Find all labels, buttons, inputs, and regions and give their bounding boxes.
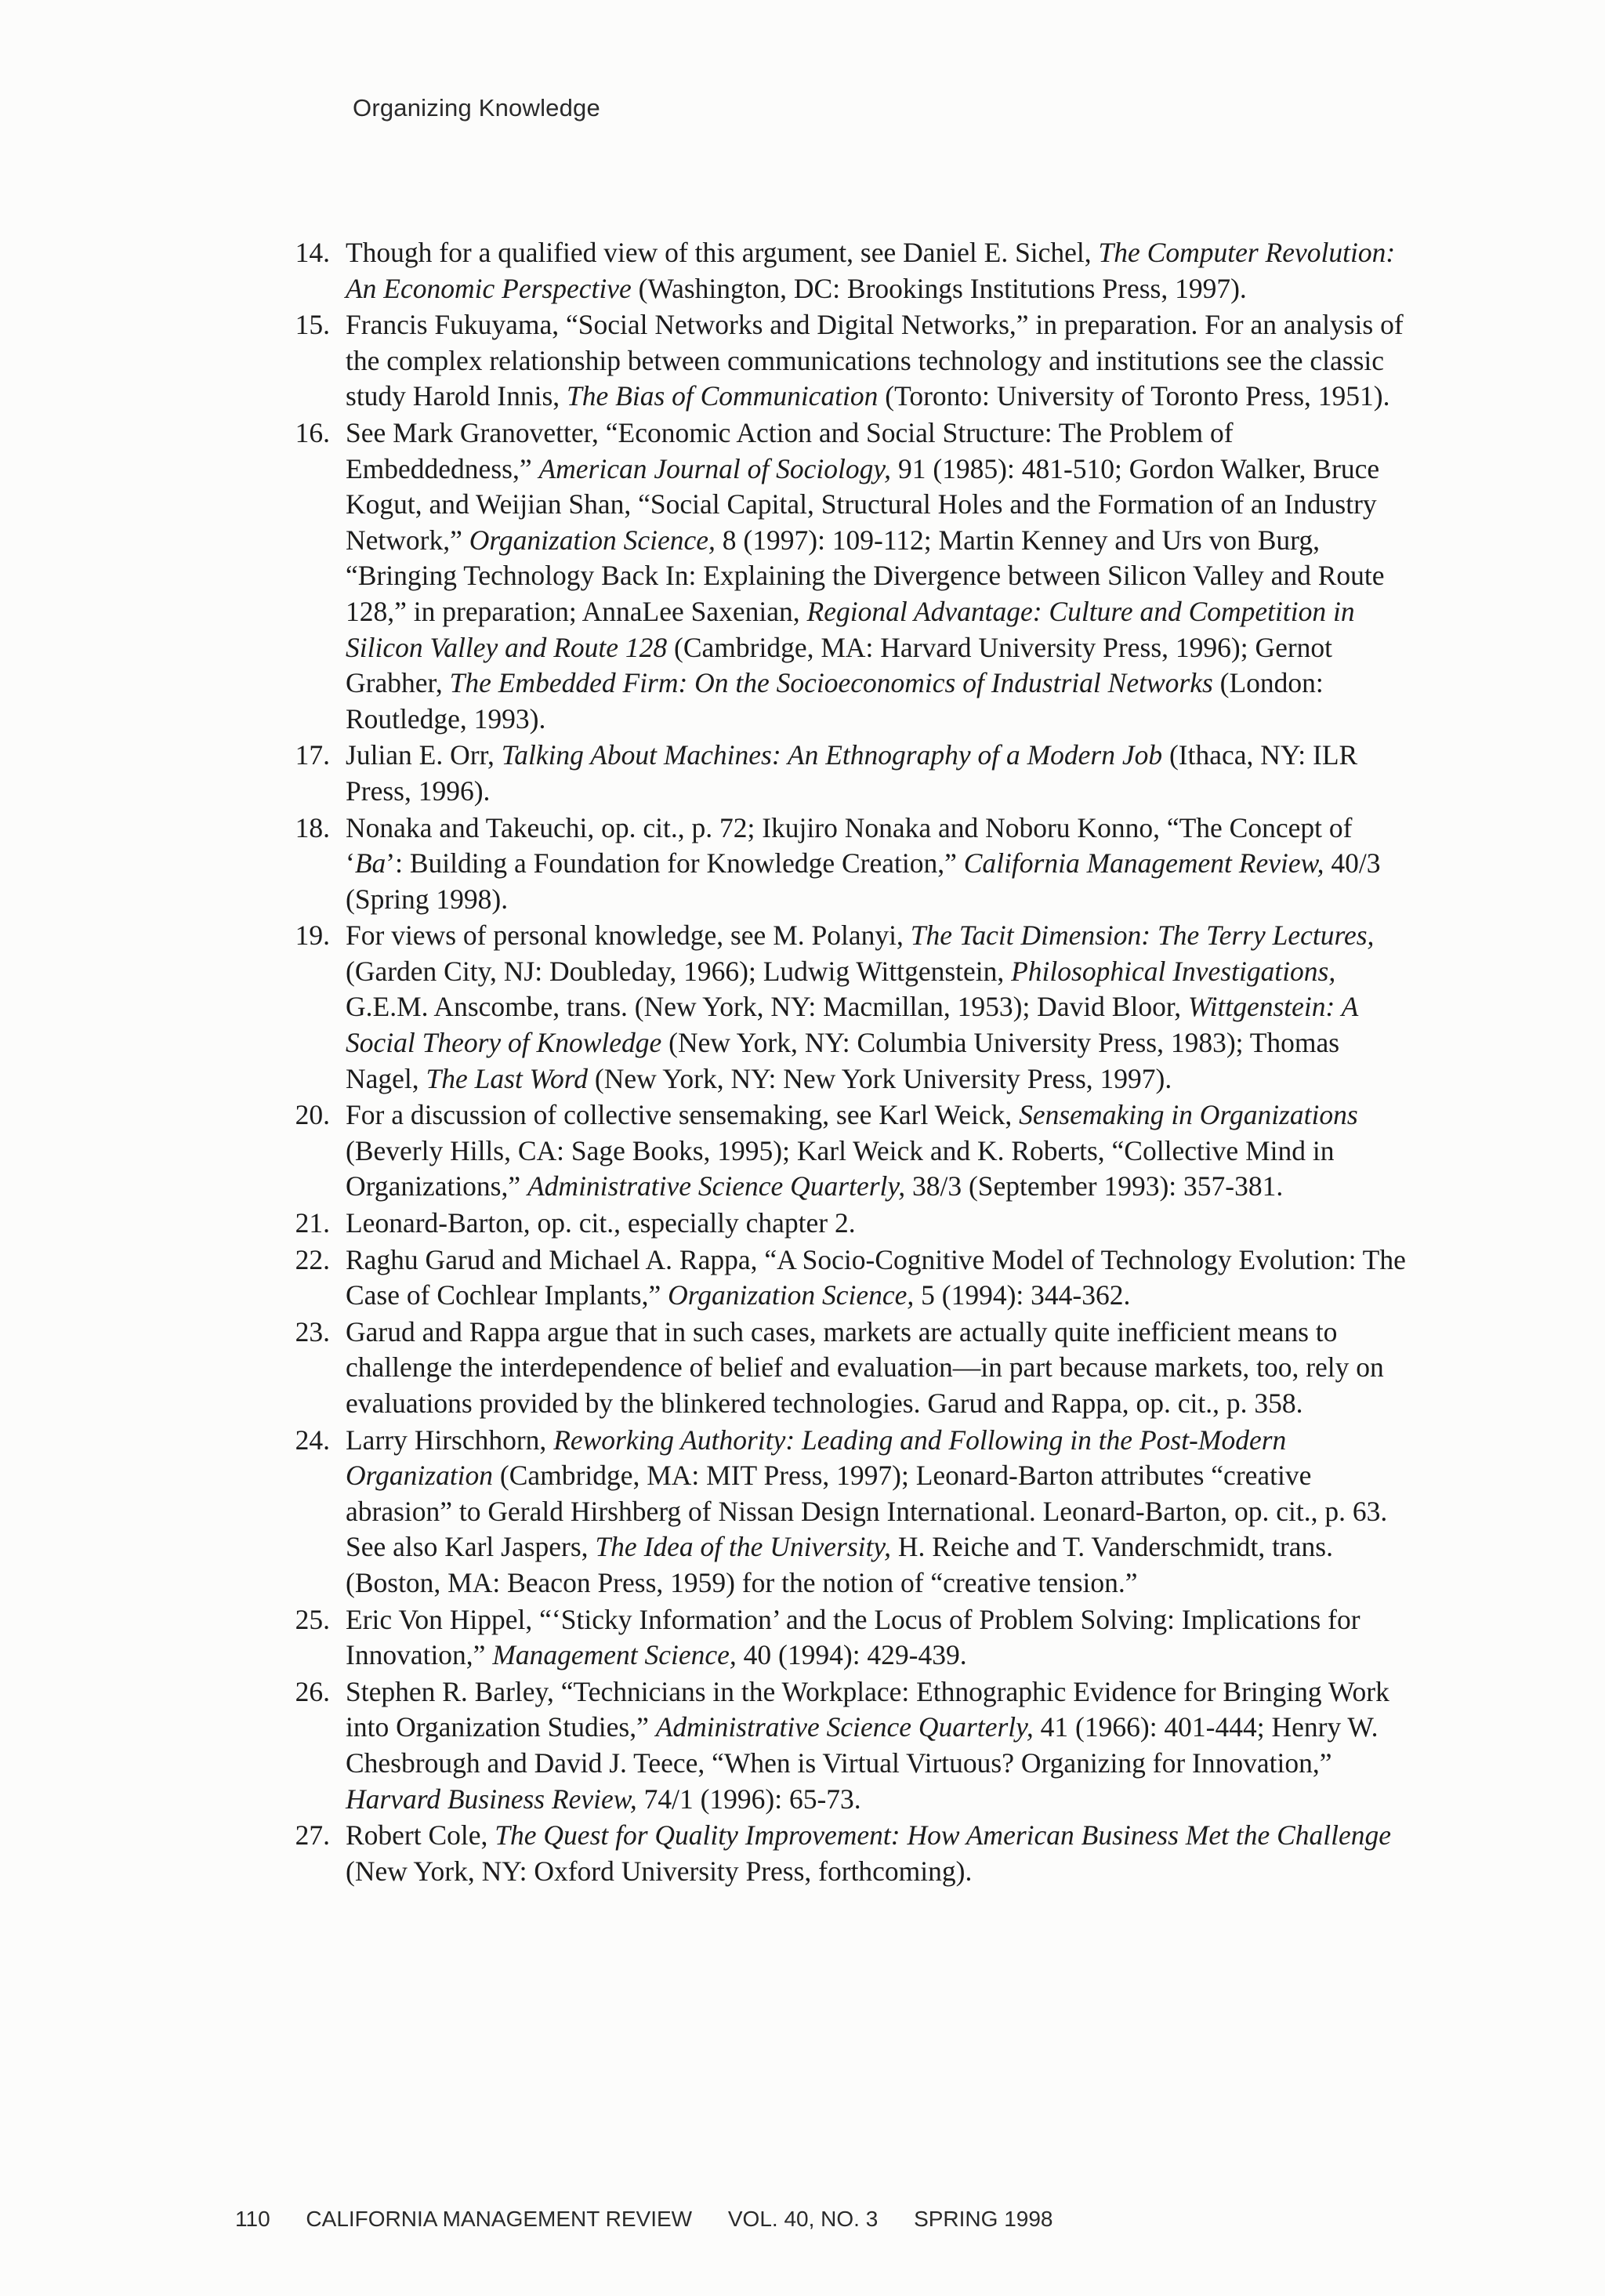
text-run: (New York, NY: Oxford University Press, forthcoming).: [346, 1855, 973, 1887]
page-footer: [235, 2207, 1083, 2232]
text-run: H. Reiche and T. Vanderschmidt, trans. (Boston, MA: Beacon Press, 1959) for the notion of “creative tension.”: [346, 1531, 1333, 1598]
italic-title: Talking About Machines: An Ethnography of a Modern Job: [501, 739, 1163, 771]
italic-title: Ba: [354, 847, 386, 880]
italic-title: Organization Science,: [668, 1279, 915, 1311]
italic-title: The Last Word: [426, 1062, 588, 1094]
text-run: (Garden City, NJ: Doubleday, 1966); Ludwig Wittgenstein,: [346, 955, 1012, 987]
endnote-number: 24.: [295, 1424, 330, 1456]
endnote-item: [278, 1206, 1407, 1242]
italic-title: Administrative Science Quarterly,: [527, 1170, 906, 1202]
endnote-item: [278, 1423, 1407, 1601]
text-run: (Cambridge, MA: MIT Press, 1997); Leonard-Barton attributes “creative abrasion” to Gerald Hirshberg of Nissan Design International. Leonard-Barton, op. cit., p. 63. See also Karl Jaspers,: [346, 1460, 1388, 1563]
text-run: Eric Von Hippel, “‘Sticky Information’ and the Locus of Problem Solving: Implications for Innovation,”: [346, 1603, 1360, 1671]
journal-title: CALIFORNIA MANAGEMENT REVIEW: [306, 2207, 693, 2231]
endnote-number: 18.: [295, 811, 330, 843]
endnote-number: 16.: [295, 416, 330, 448]
endnote-item: [278, 1818, 1407, 1889]
endnote-item: [278, 307, 1407, 415]
text-run: Stephen R. Barley, “Technicians in the Workplace: Ethnographic Evidence for Bringing Work into Organization Studies,”: [346, 1675, 1389, 1743]
text-run: (Ithaca, NY: ILR Press, 1996).: [346, 739, 1358, 807]
endnote-item: [278, 1242, 1407, 1314]
endnote-text: [346, 1316, 1384, 1419]
endnote-item: [278, 811, 1407, 918]
italic-title: California Management Review,: [963, 847, 1324, 880]
italic-title: The Embedded Firm: On the Socioeconomics of Industrial Networks: [449, 667, 1213, 699]
endnote-number: 22.: [295, 1243, 330, 1275]
endnote-number: 23.: [295, 1315, 330, 1347]
endnote-text: [346, 1099, 1358, 1202]
endnote-text: [346, 812, 1381, 915]
text-run: Leonard-Barton, op. cit., especially chapter 2.: [346, 1207, 856, 1239]
endnote-text: [346, 237, 1395, 304]
text-run: For views of personal knowledge, see M. Polanyi,: [346, 919, 911, 952]
text-run: Nonaka and Takeuchi, op. cit., p. 72; Ikujiro Nonaka and Noboru Konno, “The Concept of ‘: [346, 811, 1353, 880]
text-run: 40/3 (Spring 1998).: [346, 847, 1381, 915]
endnote-item: [278, 235, 1407, 306]
text-run: (Washington, DC: Brookings Institutions Press, 1997).: [631, 272, 1247, 304]
italic-title: Harvard Business Review,: [346, 1783, 637, 1815]
italic-title: The Tacit Dimension: The Terry Lectures,: [910, 919, 1375, 952]
text-run: 8 (1997): 109-112; Martin Kenney and Urs von Burg, “Bringing Technology Back In: Explaining the Divergence between Silicon Valley and Route 128,” in preparation; AnnaLee Saxenian,: [346, 524, 1385, 627]
endnote-number: 19.: [295, 919, 330, 952]
italic-title: The Bias of Communication: [567, 380, 879, 412]
italic-title: Regional Advantage: Culture and Competition in Silicon Valley and Route 128: [346, 595, 1355, 663]
endnote-item: [278, 1674, 1407, 1817]
italic-title: Philosophical Investigations,: [1011, 955, 1336, 987]
text-run: Though for a qualified view of this argument, see Daniel E. Sichel,: [346, 237, 1099, 268]
endnote-text: [346, 1604, 1360, 1671]
text-run: 41 (1966): 401-444; Henry W. Chesbrough and David J. Teece, “When is Virtual Virtuous? Organizing for Innovation,”: [346, 1711, 1379, 1779]
endnote-text: [346, 1676, 1389, 1815]
italic-title: The Idea of the University,: [595, 1531, 892, 1563]
italic-title: American Journal of Sociology,: [538, 452, 892, 484]
endnote-text: [346, 1424, 1387, 1598]
italic-title: Administrative Science Quarterly,: [655, 1711, 1034, 1743]
italic-title: Management Science,: [492, 1639, 737, 1671]
text-run: 91 (1985): 481-510; Gordon Walker, Bruce Kogut, and Weijian Shan, “Social Capital, Structural Holes and the Formation of an Industry Network,”: [346, 452, 1380, 556]
endnote-text: [346, 919, 1374, 1094]
text-run: 38/3 (September 1993): 357-381.: [905, 1170, 1284, 1202]
italic-title: Sensemaking in Organizations: [1019, 1099, 1358, 1131]
endnote-text: [346, 1207, 856, 1239]
italic-title: Reworking Authority: Leading and Following in the Post-Modern Organization: [346, 1424, 1287, 1492]
issue-date: SPRING 1998: [914, 2207, 1053, 2231]
text-run: For a discussion of collective sensemaking, see Karl Weick,: [346, 1099, 1020, 1131]
text-run: (London: Routledge, 1993).: [346, 667, 1324, 735]
endnote-text: [346, 1244, 1406, 1311]
text-run: (Cambridge, MA: Harvard University Press, 1996); Gernot Grabher,: [346, 631, 1333, 699]
endnote-item: [278, 1602, 1407, 1674]
endnote-number: 17.: [295, 739, 330, 771]
text-run: 40 (1994): 429-439.: [736, 1639, 967, 1671]
endnote-number: 15.: [295, 309, 330, 341]
text-run: Julian E. Orr,: [346, 739, 502, 771]
text-run: ’: Building a Foundation for Knowledge Creation,”: [386, 847, 964, 880]
text-run: (Beverly Hills, CA: Sage Books, 1995); Karl Weick and K. Roberts, “Collective Mind in Organizations,”: [346, 1134, 1335, 1202]
text-run: Robert Cole,: [346, 1819, 495, 1852]
endnote-number: 26.: [295, 1675, 330, 1707]
italic-title: Wittgenstein: A Social Theory of Knowledge: [346, 991, 1358, 1059]
text-run: Francis Fukuyama, “Social Networks and Digital Networks,” in preparation. For an analysis of the complex relationship between communications technology and institutions see the classic study Harold Innis,: [346, 309, 1404, 412]
endnote-item: [278, 918, 1407, 1097]
page-number: 110: [235, 2207, 270, 2231]
endnote-number: 25.: [295, 1603, 330, 1635]
endnote-text: [346, 739, 1357, 807]
text-run: See Mark Granovetter, “Economic Action and Social Structure: The Problem of Embeddedness,”: [346, 416, 1234, 484]
endnote-text: [346, 309, 1404, 412]
endnote-text: [346, 1819, 1391, 1887]
volume-number: VOL. 40, NO. 3: [727, 2207, 879, 2231]
endnote-number: 20.: [295, 1099, 330, 1131]
endnotes-list: [278, 235, 1407, 1890]
text-run: 5 (1994): 344-362.: [914, 1279, 1131, 1311]
italic-title: The Quest for Quality Improvement: How American Business Met the Challenge: [495, 1819, 1391, 1852]
endnote-number: 14.: [295, 237, 330, 268]
italic-title: Organization Science,: [469, 524, 716, 556]
endnote-number: 27.: [295, 1819, 330, 1852]
text-run: Raghu Garud and Michael A. Rappa, “A Socio-Cognitive Model of Technology Evolution: The Case of Cochlear Implants,”: [346, 1243, 1406, 1311]
endnote-item: [278, 1097, 1407, 1205]
text-run: Garud and Rappa argue that in such cases, markets are actually quite inefficient means to challenge the interdependence of belief and evaluation—in part because markets, too, rely on evaluations provided by the blinkered technologies. Garud and Rappa, op. cit., p. 358.: [346, 1315, 1384, 1419]
endnote-item: [278, 415, 1407, 737]
text-run: G.E.M. Anscombe, trans. (New York, NY: Macmillan, 1953); David Bloor,: [346, 991, 1189, 1023]
endnote-item: [278, 1315, 1407, 1422]
text-run: (New York, NY: New York University Press, 1997).: [588, 1062, 1172, 1094]
text-run: Larry Hirschhorn,: [346, 1424, 554, 1456]
text-run: (New York, NY: Columbia University Press, 1983); Thomas Nagel,: [346, 1027, 1340, 1094]
running-head: Organizing Knowledge: [353, 94, 600, 122]
text-run: 74/1 (1996): 65-73.: [636, 1783, 861, 1815]
italic-title: The Computer Revolution: An Economic Perspective: [346, 237, 1396, 304]
endnote-text: [346, 417, 1385, 735]
text-run: (Toronto: University of Toronto Press, 1951).: [878, 380, 1390, 412]
endnote-item: [278, 738, 1407, 809]
endnote-number: 21.: [295, 1207, 330, 1239]
